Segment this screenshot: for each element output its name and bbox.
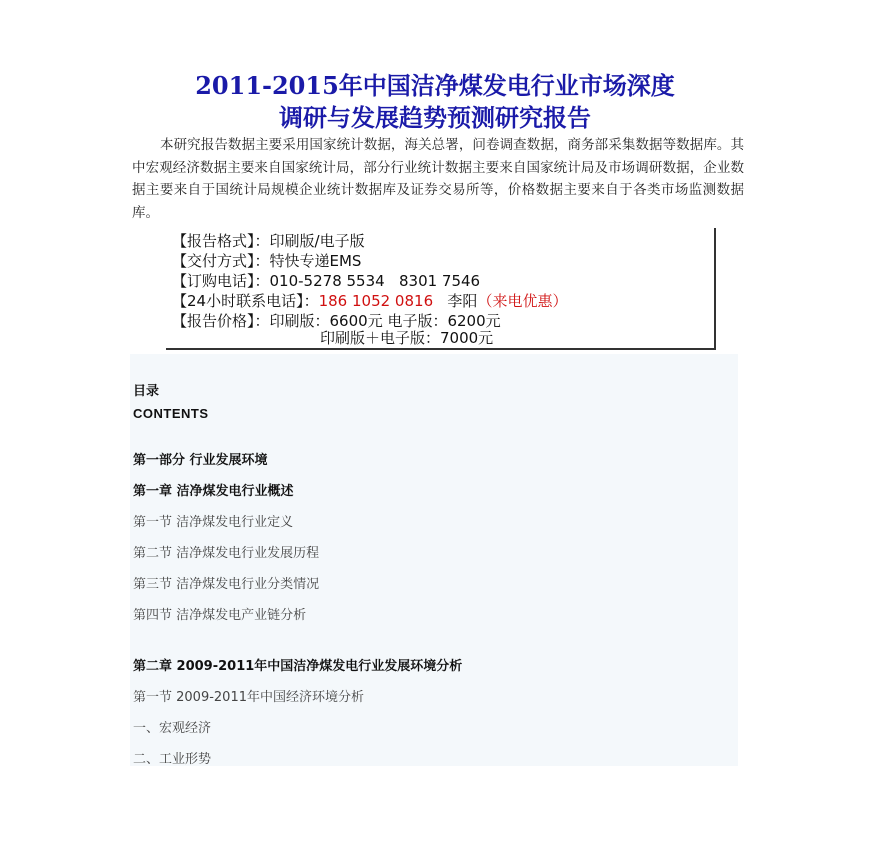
format-row — [172, 232, 365, 251]
toc-chapter-2[interactable]: 第二章 2009-2011年中国洁净煤发电行业发展环境分析 — [133, 659, 463, 674]
format-value: 印刷版/电子版 — [269, 232, 365, 250]
report-title — [100, 70, 770, 134]
report-title-line-2: 调研与发展趋势预测研究报告 — [279, 103, 591, 132]
phone-value: 010-5278 5534 8301 7546 — [269, 272, 481, 290]
phone-label: 【订购电话】： — [172, 272, 270, 290]
toc-subsection-industry[interactable]: 二、工业形势 — [133, 752, 212, 767]
delivery-row — [172, 252, 361, 271]
delivery-label: 【交付方式】： — [172, 252, 270, 270]
price-row-2 — [320, 329, 493, 348]
price-label: 【报告价格】： — [172, 312, 270, 330]
hotline-note: （来电优惠） — [477, 292, 568, 310]
delivery-value: 特快专递EMS — [269, 252, 362, 270]
phone-row — [172, 272, 480, 291]
toc-section-1-3[interactable]: 第三节 洁净煤发电行业分类情况 — [133, 577, 320, 592]
order-info-box — [166, 228, 716, 350]
format-label: 【报告格式】： — [172, 232, 270, 250]
toc-heading-en: CONTENTS — [133, 406, 209, 421]
hotline-contact: 李阳 — [447, 292, 478, 310]
price-value-1: 印刷版：6600元 电子版：6200元 — [269, 312, 501, 330]
toc-part-1[interactable]: 第一部分 行业发展环境 — [133, 453, 268, 468]
toc-heading-cn: 目录 — [133, 384, 160, 399]
toc-section-2-1[interactable]: 第一节 2009-2011年中国经济环境分析 — [133, 690, 364, 705]
hotline-label: 【24小时联系电话】： — [172, 292, 319, 310]
table-of-contents — [130, 354, 738, 766]
report-title-line-1: 2011-2015年中国洁净煤发电行业市场深度 — [195, 71, 675, 100]
toc-subsection-macro[interactable]: 一、宏观经济 — [133, 721, 212, 736]
toc-section-1-4[interactable]: 第四节 洁净煤发电产业链分析 — [133, 608, 307, 623]
toc-section-1-1[interactable]: 第一节 洁净煤发电行业定义 — [133, 515, 294, 530]
hotline-row — [172, 292, 567, 311]
toc-chapter-1[interactable]: 第一章 洁净煤发电行业概述 — [133, 484, 294, 499]
price-value-2: 印刷版＋电子版：7000元 — [320, 329, 494, 347]
toc-section-1-2[interactable]: 第二节 洁净煤发电行业发展历程 — [133, 546, 320, 561]
intro-paragraph: 本研究报告数据主要采用国家统计数据，海关总署，问卷调查数据，商务部采集数据等数据库。其中宏观经济数据主要来自国家统计局，部分行业统计数据主要来自国家统计局及市场调研数据，企业数据主要来自于国统计局规模企业统计数据库及证券交易所等，价格数据主要来自于各类市场监测数据库。 — [132, 137, 744, 221]
hotline-number: 186 1052 0816 — [318, 292, 434, 310]
